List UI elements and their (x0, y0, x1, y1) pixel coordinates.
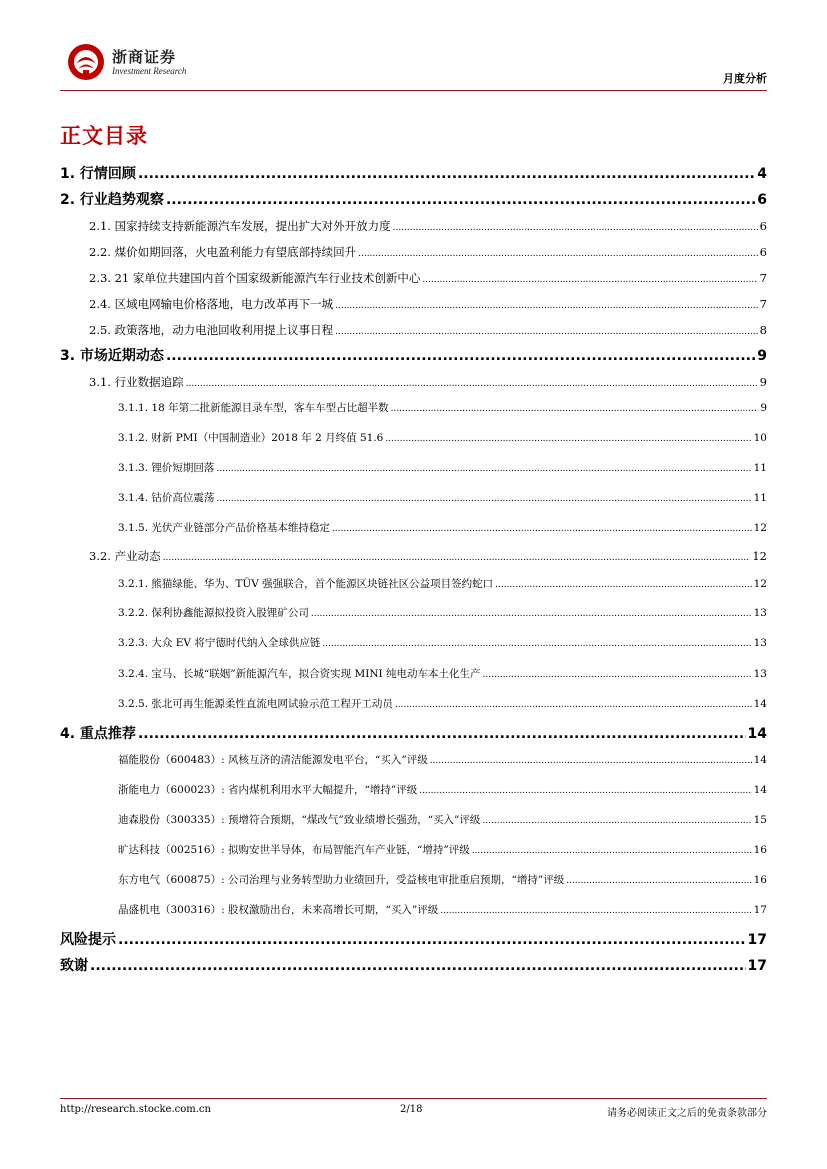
toc-entry-label: 3.2.2. 保利协鑫能源拟投资入股锂矿公司 (118, 607, 309, 619)
toc-entry-page: 17 (747, 932, 767, 948)
toc-entry-label: 晶盛机电（300316）: 股权激励出台，未来高增长可期，“买入”评级 (118, 904, 439, 916)
toc-entry-3-1[interactable] (89, 374, 767, 390)
toc-entry-label: 2. 行业趋势观察 (60, 192, 164, 208)
toc-entry-company[interactable] (118, 752, 767, 767)
toc-entry-page: 12 (753, 522, 767, 534)
toc-entry-3-1-3[interactable] (118, 460, 767, 475)
toc-entry-label: 2.1. 国家持续支持新能源汽车发展，提出扩大对外开放力度 (89, 219, 391, 233)
page-header (60, 38, 767, 90)
toc-entry-3-2-3[interactable] (118, 635, 767, 650)
toc-entry-3-1-5[interactable] (118, 520, 767, 535)
toc-entry-company[interactable] (118, 812, 767, 827)
toc-entry-label: 3.1.4. 钴价高位震荡 (118, 492, 215, 504)
toc-entry-page: 8 (759, 323, 767, 337)
toc-entry-page: 4 (757, 166, 767, 182)
toc-entry-3-2-5[interactable] (118, 696, 767, 711)
toc-entry-page: 17 (753, 904, 767, 916)
toc-entry-4[interactable] (60, 723, 767, 743)
toc-entry-page: 9 (759, 375, 767, 389)
toc-entry-page: 14 (753, 784, 767, 796)
toc-entry-2-4[interactable] (89, 296, 767, 312)
toc-entry-label: 浙能电力（600023）: 省内煤机利用水平大幅提升，“增持”评级 (118, 784, 418, 796)
brand-subtitle: Investment Research (112, 66, 187, 76)
toc-entry-3-2-2[interactable] (118, 605, 767, 620)
toc-entry-page: 15 (753, 814, 767, 826)
toc-entry-2[interactable] (60, 189, 767, 209)
toc-entry-page: 12 (752, 549, 767, 563)
toc-entry-page: 6 (759, 245, 767, 259)
toc-entry-page: 6 (757, 192, 767, 208)
toc-entry-label: 旷达科技（002516）: 拟购安世半导体，布局智能汽车产业链，“增持”评级 (118, 844, 470, 856)
toc-entry-1[interactable] (60, 163, 767, 183)
toc-entry-label: 福能股份（600483）: 风核互济的清洁能源发电平台，“买入”评级 (118, 754, 428, 766)
toc-entry-3-1-4[interactable] (118, 490, 767, 505)
toc-entry-label: 2.5. 政策落地，动力电池回收利用提上议事日程 (89, 323, 334, 337)
toc-entry-3-2[interactable] (89, 548, 767, 564)
toc-entry-2-3[interactable] (89, 270, 767, 286)
toc-entry-label: 3.1.3. 锂价短期回落 (118, 462, 215, 474)
toc-entry-page: 12 (753, 578, 767, 590)
toc-entry-page: 9 (757, 348, 767, 364)
toc-entry-3-1-1[interactable] (118, 400, 767, 415)
toc-entry-label: 2.3. 21 家单位共建国内首个国家级新能源汽车行业技术创新中心 (89, 271, 421, 285)
toc-entry-risk[interactable] (60, 929, 767, 949)
toc-entry-2-5[interactable] (89, 322, 767, 338)
toc-entry-label: 3.2.1. 熊猫绿能、华为、TÜV 强强联合，首个能源区块链社区公益项目签约蛇口 (118, 578, 494, 590)
toc-entry-label: 4. 重点推荐 (60, 726, 136, 742)
toc-entry-page: 16 (753, 844, 767, 856)
toc-entry-label: 3.1.1. 18 年第二批新能源目录车型，客车车型占比超半数 (118, 402, 389, 414)
toc-entry-label: 3.2. 产业动态 (89, 549, 161, 563)
toc-entry-label: 3. 市场近期动态 (60, 348, 164, 364)
toc-entry-page: 14 (747, 726, 767, 742)
toc-entry-label: 2.2. 煤价如期回落，火电盈利能力有望底部持续回升 (89, 245, 357, 259)
toc-entry-label: 风险提示 (60, 932, 116, 948)
toc-entry-3-2-1[interactable] (118, 576, 767, 591)
footer-divider (60, 1098, 767, 1099)
toc-entry-page: 17 (747, 958, 767, 974)
toc-entry-3-1-2[interactable] (118, 430, 767, 445)
toc-entry-page: 13 (753, 668, 767, 680)
toc-entry-page: 14 (753, 698, 767, 710)
toc-entry-company[interactable] (118, 902, 767, 917)
toc-entry-label: 1. 行情回顾 (60, 166, 136, 182)
toc-entry-page: 9 (760, 402, 767, 414)
brand-name: 浙商证券 (112, 48, 177, 66)
toc-entry-page: 14 (753, 754, 767, 766)
toc-entry-label: 3.1. 行业数据追踪 (89, 375, 184, 389)
toc-entry-page: 6 (759, 219, 767, 233)
toc-entry-label: 东方电气（600875）: 公司治理与业务转型助力业绩回升，受益核电审批重启预期，“增持”评级 (118, 874, 565, 886)
toc-entry-page: 11 (753, 492, 767, 504)
toc-entry-3-2-4[interactable] (118, 666, 767, 681)
toc-entry-thanks[interactable] (60, 955, 767, 975)
toc-entry-label: 致谢 (60, 958, 88, 974)
toc-entry-page: 7 (759, 297, 767, 311)
toc-entry-page: 11 (753, 462, 767, 474)
toc-entry-label: 3.2.5. 张北可再生能源柔性直流电网试验示范工程开工动员 (118, 698, 393, 710)
toc-entry-page: 13 (753, 607, 767, 619)
toc-entry-company[interactable] (118, 872, 767, 887)
footer-disclaimer: 请务必阅读正文之后的免责条款部分 (607, 1108, 767, 1119)
toc-entry-page: 13 (753, 637, 767, 649)
toc-entry-label: 3.2.4. 宝马、长城“联姻”新能源汽车，拟合资实现 MINI 纯电动车本土化生产 (118, 668, 481, 680)
toc-title: 正文目录 (60, 124, 148, 148)
footer-url[interactable]: http://research.stocke.com.cn (60, 1104, 211, 1115)
toc-entry-page: 16 (753, 874, 767, 886)
toc-entry-page: 7 (759, 271, 767, 285)
toc-entry-label: 3.2.3. 大众 EV 将宁德时代纳入全球供应链 (118, 637, 321, 649)
toc-entry-label: 迪森股份（300335）: 预增符合预期，“煤改气”致业绩增长强劲，“买入”评级 (118, 814, 481, 826)
header-divider (60, 90, 767, 91)
footer-page-number: 2/18 (400, 1104, 423, 1115)
toc-entry-2-1[interactable] (89, 218, 767, 234)
report-type: 月度分析 (723, 72, 767, 85)
zheshang-logo-icon (66, 42, 106, 82)
toc-entry-label: 3.1.2. 财新 PMI（中国制造业）2018 年 2 月终值 51.6 (118, 432, 384, 444)
toc-entry-company[interactable] (118, 842, 767, 857)
toc-entry-3[interactable] (60, 345, 767, 365)
toc-entry-company[interactable] (118, 782, 767, 797)
toc-entry-label: 2.4. 区域电网输电价格落地，电力改革再下一城 (89, 297, 334, 311)
toc-entry-label: 3.1.5. 光伏产业链部分产品价格基本维持稳定 (118, 522, 330, 534)
toc-entry-page: 10 (753, 432, 767, 444)
toc-entry-2-2[interactable] (89, 244, 767, 260)
